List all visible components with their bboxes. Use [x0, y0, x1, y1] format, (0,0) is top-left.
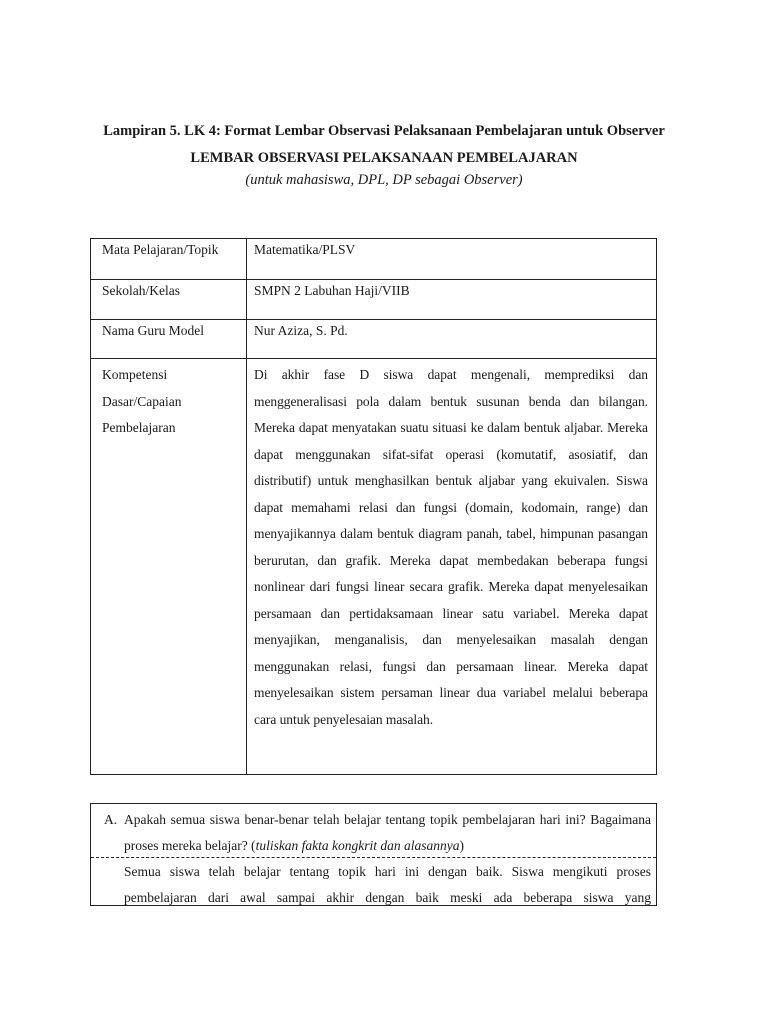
sekolah-label: Sekolah/Kelas — [102, 283, 180, 298]
table-row — [91, 320, 657, 359]
value-cell — [247, 239, 657, 280]
table-row — [91, 359, 657, 775]
question-letter: A. — [104, 812, 118, 827]
form-subtitle: (untuk mahasiswa, DPL, DP sebagai Observer) — [245, 172, 523, 188]
dashed-divider — [91, 857, 656, 858]
label-cell — [91, 239, 247, 280]
guru-label: Nama Guru Model — [102, 323, 204, 338]
label-cell — [91, 280, 247, 320]
sekolah-value: SMPN 2 Labuhan Haji/VIIB — [254, 283, 410, 298]
kompetensi-label-line: Kompetensi — [102, 367, 168, 382]
kompetensi-label-line: Dasar/Capaian — [102, 393, 182, 409]
form-title: LEMBAR OBSERVASI PELAKSANAAN PEMBELAJARAN — [190, 150, 578, 166]
lampiran-title: Lampiran 5. LK 4: Format Lembar Observasi Pelaksanaan Pembelajaran untuk Observer — [103, 123, 665, 139]
info-table — [90, 238, 657, 775]
question-main: Apakah semua siswa benar-benar telah belajar tentang topik pembelajaran hari ini? Bagaimana proses mereka belajar? ( — [124, 812, 651, 853]
kompetensi-label — [102, 359, 244, 442]
observation-answer: Semua siswa telah belajar tentang topik hari ini dengan baik. Siswa mengikuti proses pembelajaran dari awal sampai akhir dengan baik meski ada beberapa siswa yang — [124, 864, 651, 905]
value-cell — [247, 359, 657, 775]
label-cell — [91, 320, 247, 359]
observation-box — [90, 803, 657, 906]
guru-value: Nur Aziza, S. Pd. — [254, 323, 348, 338]
label-cell — [91, 359, 247, 775]
mapel-label: Mata Pelajaran/Topik — [102, 242, 219, 257]
value-cell — [247, 320, 657, 359]
table-row — [91, 239, 657, 280]
kompetensi-label-line: Pembelajaran — [102, 420, 176, 435]
question-italic: tuliskan fakta kongkrit dan alasannya — [255, 838, 460, 853]
question-close: ) — [459, 838, 465, 853]
question-text — [124, 807, 651, 859]
kompetensi-value: Di akhir fase D siswa dapat mengenali, memprediksi dan menggeneralisasi pola dalam bentuk susunan benda dan bilangan. Mereka dapat menyatakan suatu situasi ke dalam bentuk aljabar. Mereka dapat menggunakan sifat-sifat operasi (komutatif, asosiatif, dan distributif) untuk menghasilkan bentuk aljabar yang ekuivalen. Siswa dapat memahami relasi dan fungsi (domain, kodomain, range) dan menyajikannya dalam bentuk diagram panah, tabel, himpunan pasangan berurutan, dan grafik. Mereka dapat membedakan beberapa fungsi nonlinear dari fungsi linear secara grafik. Mereka dapat menyelesaikan persamaan dan pertidaksamaan linear satu variabel. Mereka dapat menyajikan, menganalisis, dan menyelesaikan masalah dengan menggunakan relasi, fungsi dan persamaan linear. Mereka dapat menyelesaikan sistem persaman linear dua variabel melalui beberapa cara untuk penyelesaian masalah. — [254, 367, 648, 727]
mapel-value: Matematika/PLSV — [254, 242, 356, 257]
table-row — [91, 280, 657, 320]
value-cell — [247, 280, 657, 320]
